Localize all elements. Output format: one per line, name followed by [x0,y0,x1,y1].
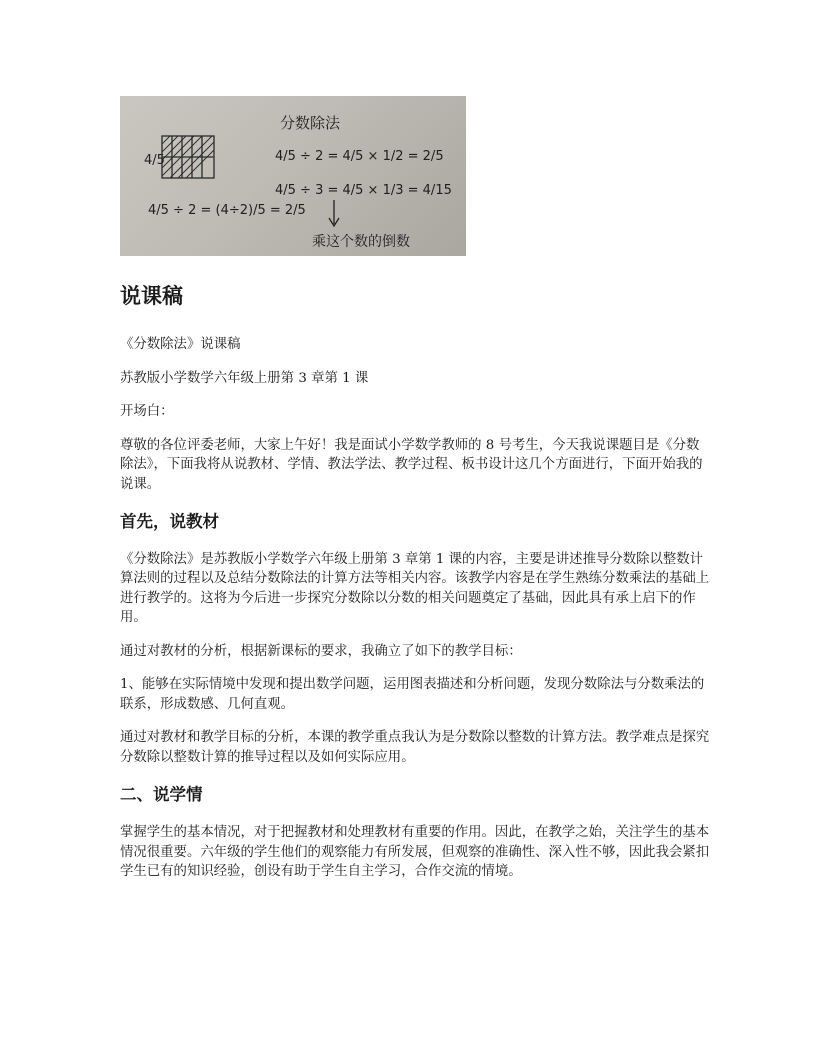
paragraph: 通过对教材和教学目标的分析，本课的教学重点我认为是分数除以整数的计算方法。教学难点是探究分数除以整数计算的推导过程以及如何实际应用。 [120,730,710,765]
paragraph: 《分数除法》说课稿 [120,337,241,353]
svg-text:4/5 ÷ 3 = 4/5 × 1/3 = 4/15: 4/5 ÷ 3 = 4/5 × 1/3 = 4/15 [275,183,452,198]
handwriting-drawing [120,96,466,256]
section-heading: 二、说学情 [120,785,203,805]
paragraph: 《分数除法》是苏教版小学数学六年级上册第 3 章第 1 课的内容，主要是讲述推导分数除以整数计算法则的过程以及总结分数除法的计算方法等相关内容。该教学内容是在学生熟练分数乘法的基础上进行教学的。这将为今后进一步探究分数除以分数的相关问题奠定了基础，因此具有承上启下的作用。 [120,551,710,626]
paragraph: 开场白： [120,404,174,420]
page-title: 说课稿 [120,284,183,308]
section-heading: 首先，说教材 [120,512,219,532]
svg-text:4/5 ÷ 2 = 4/5 × 1/2 = 2/5: 4/5 ÷ 2 = 4/5 × 1/2 = 2/5 [275,149,444,164]
paragraph: 尊敬的各位评委老师，大家上午好！我是面试小学数学教师的 8 号考生，今天我说课题目是《分数除法》，下面我将从说教材、学情、教法学法、教学过程、板书设计这几个方面进行，下面开始我的说课。 [120,437,703,492]
paragraph: 通过对教材的分析，根据新课标的要求，我确立了如下的教学目标： [120,643,522,659]
svg-text:乘这个数的倒数: 乘这个数的倒数 [312,234,410,250]
svg-text:4/5 ÷ 2 = (4÷2)/5 = 2/5: 4/5 ÷ 2 = (4÷2)/5 = 2/5 [148,203,306,218]
svg-text:4/5: 4/5 [144,153,165,168]
paragraph: 苏教版小学数学六年级上册第 3 章第 1 课 [120,370,369,386]
document-page [120,96,710,896]
handwritten-notes-photo [120,96,466,256]
svg-text:分数除法: 分数除法 [280,114,341,132]
paragraph: 掌握学生的基本情况，对于把握教材和处理教材有重要的作用。因此，在教学之始，关注学生的基本情况很重要。六年级的学生他们的观察能力有所发展，但观察的准确性、深入性不够，因此我会紧扣学生已有的知识经验，创设有助于学生自主学习，合作交流的情境。 [120,825,710,880]
paragraph: 1、能够在实际情境中发现和提出数学问题，运用图表描述和分析问题，发现分数除法与分数乘法的联系，形成数感、几何直观。 [120,677,705,712]
